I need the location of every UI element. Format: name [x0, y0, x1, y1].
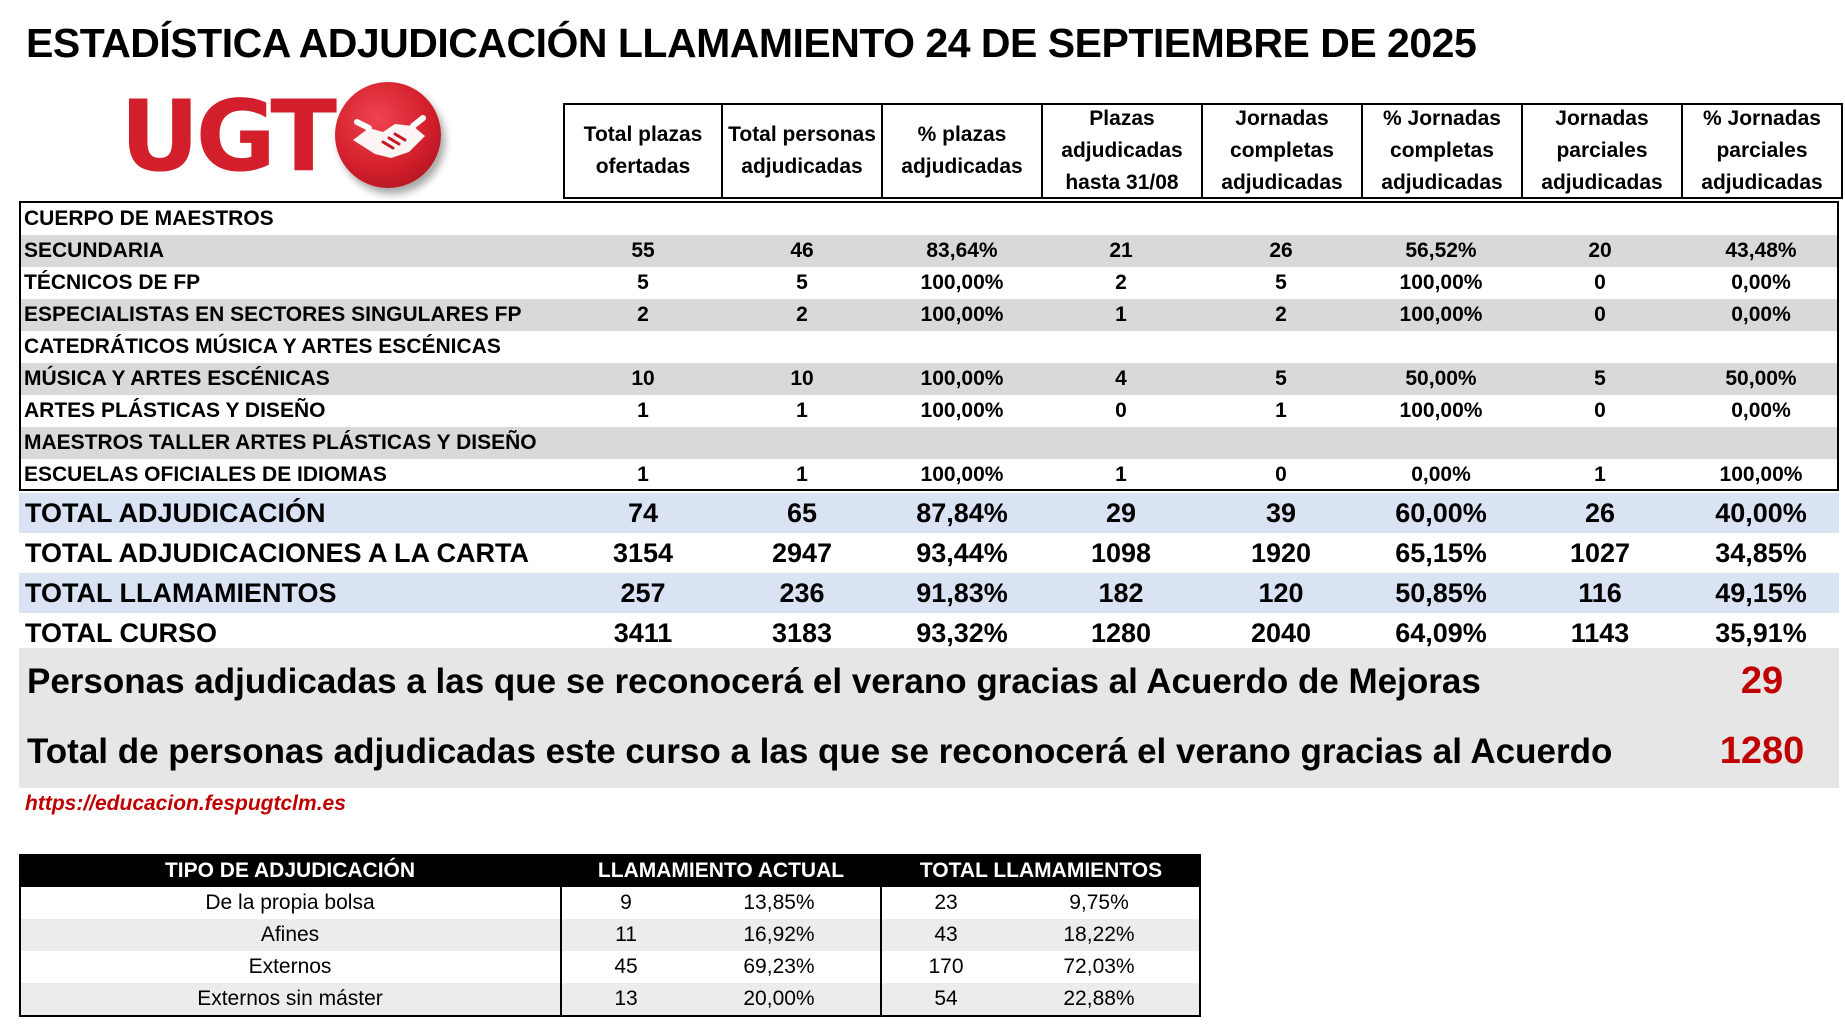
total-row [19, 533, 1839, 573]
total-cell: 74 [627, 498, 659, 528]
table-border [19, 1015, 1201, 1017]
total-cell: 65,15% [1395, 538, 1487, 568]
total-cell: 1143 [1570, 618, 1630, 648]
table-cell: 5 [796, 271, 808, 294]
column-header-line: completas [1230, 139, 1334, 162]
column-header-line: Jornadas [1555, 107, 1649, 130]
total-cell: 3411 [613, 618, 673, 648]
table-cell: 56,52% [1405, 239, 1477, 262]
page-title: ESTADÍSTICA ADJUDICACIÓN LLAMAMIENTO 24 DE SEPTIEMBRE DE 2025 [26, 20, 1477, 66]
total-cell: 2040 [1250, 618, 1312, 648]
total-cell: 1280 [1090, 618, 1152, 648]
table-cell: 100,00% [1719, 463, 1803, 486]
total-label: TOTAL LLAMAMIENTOS [25, 578, 337, 608]
table-cell: 55 [631, 239, 655, 262]
total-cell: 60,00% [1395, 498, 1487, 528]
column-header-line: adjudicadas [901, 155, 1023, 178]
table-cell: 69,23% [743, 955, 815, 978]
column-header-line: parciales [1556, 139, 1648, 162]
table-cell: 0,00% [1731, 271, 1791, 294]
total-cell: 2947 [771, 538, 833, 568]
column-header-line: Total personas [728, 123, 876, 146]
total-cell: 93,32% [916, 618, 1008, 648]
table-cell: 20 [1588, 239, 1612, 262]
row-label: CATEDRÁTICOS MÚSICA Y ARTES ESCÉNICAS [24, 335, 501, 358]
total-cell: 1920 [1250, 538, 1312, 568]
header-total-llamamientos: TOTAL LLAMAMIENTOS [881, 854, 1201, 887]
table-cell: 22,88% [1063, 987, 1135, 1010]
table-row [21, 203, 1837, 235]
column-header-line: adjudicadas [1061, 139, 1183, 162]
table-cell: 0 [1115, 399, 1127, 422]
table-cell: 54 [934, 987, 958, 1010]
table-cell: 100,00% [920, 399, 1004, 422]
total-cell: 91,83% [916, 578, 1008, 608]
ugt-logo [120, 82, 440, 192]
table-cell: 0,00% [1731, 399, 1791, 422]
table-cell: 2 [796, 303, 808, 326]
table-cell: Afines [260, 923, 320, 946]
table-cell: 2 [1275, 303, 1287, 326]
table-cell: 46 [790, 239, 814, 262]
table-row [21, 299, 1837, 331]
column-header-line: parciales [1716, 139, 1808, 162]
table-cell: 5 [637, 271, 649, 294]
total-row [19, 613, 1839, 653]
table-cell: 1 [1275, 399, 1287, 422]
table-cell: 100,00% [920, 271, 1004, 294]
column-header-line: Total plazas [583, 123, 703, 146]
table-cell: 5 [1275, 367, 1287, 390]
table-cell: 100,00% [1399, 399, 1483, 422]
table-cell: Externos [248, 955, 332, 978]
table-cell: 0 [1594, 303, 1606, 326]
table-cell: 45 [614, 955, 638, 978]
column-header [1043, 103, 1203, 199]
table-border [19, 887, 21, 1017]
column-header [723, 103, 883, 199]
table-cell: 72,03% [1063, 955, 1135, 978]
table-cell: 43 [934, 923, 958, 946]
table-cell: 13 [614, 987, 638, 1010]
total-label: TOTAL ADJUDICACIONES A LA CARTA [25, 538, 529, 568]
table-cell: 2 [1115, 271, 1127, 294]
total-cell: 87,84% [916, 498, 1008, 528]
table-cell: 1 [1594, 463, 1606, 486]
column-header [563, 103, 723, 199]
column-header-line: hasta 31/08 [1065, 171, 1179, 194]
total-cell: 120 [1258, 578, 1304, 608]
total-cell: 3154 [612, 538, 674, 568]
row-label: CUERPO DE MAESTROS [24, 207, 274, 230]
table-cell: De la propia bolsa [205, 891, 375, 914]
summary-value-1: 29 [1740, 660, 1784, 702]
total-row [19, 573, 1839, 613]
table-cell: 100,00% [1399, 303, 1483, 326]
table-cell: 100,00% [1399, 271, 1483, 294]
table-cell: 170 [928, 955, 964, 978]
table-cell: 5 [1594, 367, 1606, 390]
table-row [21, 363, 1837, 395]
total-label: TOTAL ADJUDICACIÓN [25, 498, 326, 528]
table-cell: 50,00% [1725, 367, 1797, 390]
total-row [19, 493, 1839, 533]
table-cell: 23 [934, 891, 958, 914]
column-header-line: adjudicadas [1541, 171, 1663, 194]
table-cell: 21 [1109, 239, 1133, 262]
total-cell: 3183 [771, 618, 833, 648]
table-border [1199, 887, 1201, 1017]
table-cell: 9 [620, 891, 632, 914]
column-header-line: ofertadas [595, 155, 691, 178]
header-tipo: TIPO DE ADJUDICACIÓN [19, 854, 561, 887]
column-header-line: Plazas [1089, 107, 1155, 130]
table-cell: 0,00% [1411, 463, 1471, 486]
row-label: TÉCNICOS DE FP [24, 271, 201, 294]
table-row [21, 459, 1837, 491]
logo-text: UGT [120, 80, 334, 194]
table-cell: 9,75% [1069, 891, 1129, 914]
handshake-icon [335, 82, 441, 188]
total-cell: 116 [1578, 578, 1622, 608]
total-cell: 49,15% [1715, 578, 1807, 608]
table-cell: 100,00% [920, 463, 1004, 486]
total-cell: 93,44% [916, 538, 1008, 568]
table-cell: 5 [1275, 271, 1287, 294]
table-cell: 13,85% [743, 891, 815, 914]
column-header-line: % Jornadas [1383, 107, 1501, 130]
total-cell: 35,91% [1715, 618, 1807, 648]
total-cell: 236 [779, 578, 825, 608]
table-cell: 0,00% [1731, 303, 1791, 326]
row-label: ARTES PLÁSTICAS Y DISEÑO [24, 399, 326, 422]
row-label: ESPECIALISTAS EN SECTORES SINGULARES FP [24, 303, 522, 326]
total-cell: 26 [1584, 498, 1616, 528]
table-cell: 0 [1594, 399, 1606, 422]
summary-panel [19, 648, 1839, 788]
table-cell: 43,48% [1725, 239, 1797, 262]
table-row [21, 267, 1837, 299]
column-header [1363, 103, 1523, 199]
total-cell: 40,00% [1715, 498, 1807, 528]
column-header [1683, 103, 1843, 199]
table-cell: 16,92% [743, 923, 815, 946]
total-cell: 64,09% [1395, 618, 1487, 648]
table-cell: 1 [1115, 463, 1127, 486]
total-cell: 65 [786, 498, 818, 528]
table-cell: 100,00% [920, 367, 1004, 390]
table-cell: 11 [615, 923, 637, 946]
table-row [19, 983, 1201, 1015]
total-cell: 34,85% [1715, 538, 1807, 568]
table-cell: 100,00% [920, 303, 1004, 326]
summary-text-2: Total de personas adjudicadas este curso a las que se reconocerá el verano gracias al Acuerdo [27, 732, 1613, 771]
column-header-line: % Jornadas [1703, 107, 1821, 130]
table-row [19, 951, 1201, 983]
column-header-line: completas [1390, 139, 1494, 162]
table-cell: 26 [1269, 239, 1293, 262]
summary-text-1: Personas adjudicadas a las que se reconocerá el verano gracias al Acuerdo de Mejoras [27, 662, 1481, 701]
table-divider [560, 887, 562, 1017]
column-header-line: adjudicadas [1701, 171, 1823, 194]
table-row [19, 887, 1201, 919]
column-header-line: adjudicadas [741, 155, 863, 178]
column-header-line: Jornadas [1235, 107, 1329, 130]
table-cell: 10 [790, 367, 814, 390]
table-cell: 2 [637, 303, 649, 326]
table-row [19, 919, 1201, 951]
table-cell: 50,00% [1405, 367, 1477, 390]
table-cell: 20,00% [743, 987, 815, 1010]
table-cell: 4 [1115, 367, 1127, 390]
table-cell: 10 [631, 367, 655, 390]
column-header [883, 103, 1043, 199]
table-cell: 1 [796, 399, 808, 422]
table-row [21, 395, 1837, 427]
total-cell: 182 [1098, 578, 1144, 608]
total-cell: 29 [1105, 498, 1137, 528]
total-cell: 1027 [1569, 538, 1631, 568]
total-cell: 257 [620, 578, 666, 608]
table-row [21, 331, 1837, 363]
table-cell: 0 [1275, 463, 1287, 486]
summary-value-2: 1280 [1719, 730, 1805, 772]
total-cell: 1098 [1090, 538, 1152, 568]
column-header [1203, 103, 1363, 199]
table-cell: 1 [796, 463, 808, 486]
table-row [21, 427, 1837, 459]
table-row [21, 235, 1837, 267]
column-header-line: adjudicadas [1381, 171, 1503, 194]
row-label: MÚSICA Y ARTES ESCÉNICAS [24, 367, 330, 390]
column-header-line: adjudicadas [1221, 171, 1343, 194]
row-label: ESCUELAS OFICIALES DE IDIOMAS [24, 463, 387, 486]
table-cell: 1 [637, 463, 649, 486]
total-label: TOTAL CURSO [25, 618, 218, 648]
table-cell: 83,64% [926, 239, 998, 262]
total-cell: 39 [1265, 498, 1297, 528]
column-header-line: % plazas [917, 123, 1007, 146]
row-label: MAESTROS TALLER ARTES PLÁSTICAS Y DISEÑO [24, 431, 537, 454]
table-cell: 0 [1594, 271, 1606, 294]
column-header [1523, 103, 1683, 199]
total-cell: 50,85% [1395, 578, 1487, 608]
table-cell: Externos sin máster [197, 987, 383, 1010]
table-cell: 1 [1115, 303, 1127, 326]
table-cell: 1 [637, 399, 649, 422]
header-llamamiento-actual: LLAMAMIENTO ACTUAL [561, 854, 881, 887]
row-label: SECUNDARIA [24, 239, 165, 262]
table-divider [880, 887, 882, 1017]
table-cell: 18,22% [1063, 923, 1135, 946]
website-link[interactable]: https://educacion.fespugtclm.es [25, 792, 346, 815]
